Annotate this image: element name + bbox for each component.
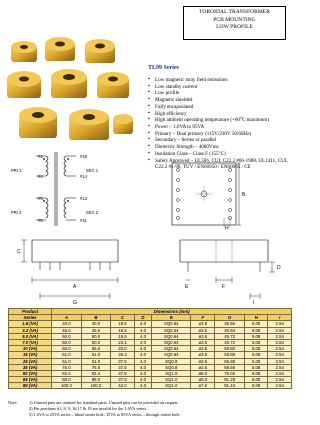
series-heading: TL99 Series	[148, 65, 179, 71]
table-cell: 2.54	[268, 364, 292, 370]
center-hole-section	[216, 240, 232, 262]
table-cell: 88.0	[52, 377, 82, 383]
wiring-schematic	[8, 150, 103, 230]
dimension-g-label: G	[73, 300, 77, 306]
series-cell: 5.0 (VA)	[9, 333, 52, 339]
toroid-unit	[45, 37, 75, 61]
table-cell: 5.08	[244, 327, 268, 333]
table-cell: SQ0.64	[152, 346, 191, 352]
table-cell: 5.08	[244, 321, 268, 327]
table-cell: SQ1.0	[152, 370, 191, 376]
table-cell: 50.0	[52, 339, 82, 345]
series-cell: 3.2 (VA)	[9, 327, 52, 333]
pin-label: #14	[80, 174, 87, 179]
table-cell: 2.54	[268, 370, 292, 376]
table-cell: 4.0	[134, 327, 152, 333]
column-header: C	[111, 315, 135, 321]
table-cell: ø3.5	[191, 321, 215, 327]
pin-leads-secondary	[66, 156, 76, 220]
table-cell: 2.54	[268, 327, 292, 333]
table-cell: SQ0.64	[152, 327, 191, 333]
series-cell: 1.6 (VA)	[9, 321, 52, 327]
feature-item: ▪ Low magnetic stray field emissions	[148, 77, 294, 84]
table-cell: 42.0	[111, 383, 135, 389]
table-cell: 61.0	[81, 352, 111, 358]
table-cell: 82.4	[81, 370, 111, 376]
dimension-g	[40, 293, 110, 299]
series-cell: 50 (VA)	[9, 370, 52, 376]
table-cell: 91.44	[215, 383, 245, 389]
table-cell: 50.0	[52, 333, 82, 339]
table-cell: 50.80	[215, 346, 245, 352]
table-cell: 100.0	[81, 383, 111, 389]
table-cell: ø6.0	[191, 377, 215, 383]
table-cell: SQ0.64	[152, 352, 191, 358]
table-cell: 4.0	[134, 333, 152, 339]
feature-item: ▪ Secondary – Series or parallel	[148, 137, 294, 144]
table-cell: 40.64	[215, 327, 245, 333]
table-cell: 4.0	[134, 339, 152, 345]
table-cell: 26.3	[111, 352, 135, 358]
table-cell: 88.0	[81, 377, 111, 383]
table-cell: 4.0	[134, 364, 152, 370]
dimension-a-label: A	[73, 284, 77, 290]
series-cell: 25 (VA)	[9, 358, 52, 364]
primary-1-label: PRI 1	[11, 168, 22, 173]
top-view-drawing	[124, 160, 284, 230]
title-box	[183, 6, 286, 40]
table-cell: 4.0	[134, 321, 152, 327]
body-outline	[32, 240, 118, 262]
notes	[8, 400, 294, 417]
feature-item: ▪ Low standby current	[148, 84, 294, 91]
table-cell: 5.08	[244, 352, 268, 358]
table-cell: 61.0	[52, 358, 82, 364]
table-cell: ø7.0	[191, 383, 215, 389]
side-view-drawing	[160, 232, 288, 307]
table-cell: 26.0	[111, 346, 135, 352]
table-cell: 56.0	[81, 346, 111, 352]
toroid-unit	[11, 41, 37, 62]
primary-winding-1	[46, 156, 48, 176]
table-cell: 37.5	[111, 370, 135, 376]
series-cell: 85 (VA)	[9, 383, 52, 389]
table-cell: ø3.5	[191, 364, 215, 370]
body-outline	[180, 240, 268, 262]
center-mark	[196, 186, 212, 202]
table-cell: 76.02	[215, 370, 245, 376]
table-cell: 45.72	[215, 339, 245, 345]
table-cell: ø6.0	[191, 370, 215, 376]
table-cell: ø3.5	[191, 333, 215, 339]
dimension-a	[32, 277, 118, 283]
table-cell: 2.54	[268, 383, 292, 389]
table-cell: 4.0	[134, 358, 152, 364]
table-cell: 4.0	[134, 383, 152, 389]
feature-list	[148, 77, 294, 171]
title-line-1: TOROIDAL TRANSFORMER	[199, 9, 270, 15]
series-cell: 10 (VA)	[9, 346, 52, 352]
table-cell: ø3.5	[191, 352, 215, 358]
toroid-unit	[51, 69, 87, 98]
table-cell: 18.5	[111, 321, 135, 327]
column-header: G	[215, 315, 245, 321]
table-cell: 2.54	[268, 358, 292, 364]
table-cell: ø3.5	[191, 358, 215, 364]
feature-item: ▪ Low profile	[148, 90, 294, 97]
table-cell: 40.0	[52, 321, 82, 327]
table-cell: 19.5	[111, 333, 135, 339]
column-header: E	[152, 315, 191, 321]
table-cell: 68.58	[215, 364, 245, 370]
pin-row-left	[177, 169, 180, 220]
table-cell: 82.4	[52, 370, 82, 376]
table-cell: 2.54	[268, 346, 292, 352]
product-photo	[7, 36, 135, 148]
feature-item: ▪ Safety Approved – UL506, CUL C22.2 #66-1988, UL1411, CUL C22.2 #1-98, TUV / EN60950 / EN60065 / CE	[148, 158, 294, 171]
table-cell: 4.0	[134, 352, 152, 358]
table-cell: 2.54	[268, 321, 292, 327]
table-cell: 4.0	[134, 377, 152, 383]
title-line-3: LOW PROFILE	[216, 24, 253, 31]
table-cell: 75.0	[81, 364, 111, 370]
dimension-e-label: E	[185, 284, 189, 290]
table-cell: 81.28	[215, 377, 245, 383]
toroid-unit	[113, 114, 133, 134]
series-cell: 15 (VA)	[9, 352, 52, 358]
dimensions-table	[8, 308, 292, 389]
series-cell: 35 (VA)	[9, 364, 52, 370]
table-cell: 5.08	[244, 346, 268, 352]
table-cell: 37.5	[111, 377, 135, 383]
table-cell: SQ0.8	[152, 364, 191, 370]
feature-item: ▪ Fully encapsulated	[148, 104, 294, 111]
table-cell: 19.5	[111, 327, 135, 333]
toroid-unit	[19, 107, 57, 138]
column-header: A	[52, 315, 82, 321]
column-header: H	[244, 315, 268, 321]
table-cell: SQ1.0	[152, 383, 191, 389]
table-cell: 2.54	[268, 377, 292, 383]
table-cell: 100.0	[52, 383, 82, 389]
toroid-unit	[69, 109, 109, 140]
table-cell: 45.0	[52, 327, 82, 333]
table-cell: 23.1	[111, 339, 135, 345]
column-header: B	[81, 315, 111, 321]
note-item: 2) Pin positions #1, 8, 9, 16,17 & 18 are invalid for the 1.6VA series.	[29, 405, 148, 411]
table-cell: 2.54	[268, 352, 292, 358]
feature-item: ▪ High ambient operating temperature (+60°C maximum)	[148, 117, 294, 124]
series-cell: 7.0 (VA)	[9, 339, 52, 345]
secondary-1-label: SEC 1	[86, 168, 99, 173]
table-cell: SQ0.64	[152, 339, 191, 345]
pin-label: #11	[80, 218, 87, 223]
pin-label: #4	[38, 174, 43, 179]
primary-2-label: PRI 2	[11, 210, 22, 215]
notes-label: Note:	[8, 400, 18, 405]
note-item: 3) 1.6VA to 25VA series – blind center hole; 35VA to 85VA series – through center hole.	[29, 411, 181, 417]
table-cell: 75.0	[52, 364, 82, 370]
table-cell: ø3.5	[191, 339, 215, 345]
table-cell: SQ0.64	[152, 333, 191, 339]
series-cell: 65 (VA)	[9, 377, 52, 383]
pin-label: #16	[80, 154, 87, 159]
pin-label: #8	[38, 218, 43, 223]
column-header: Series	[9, 315, 52, 321]
note-item: 1) Unused pins are omitted for standard parts. Unused pins can be provided on request.	[29, 400, 179, 405]
column-header: F	[191, 315, 215, 321]
title-line-2: PCB MOUNTING	[213, 16, 256, 23]
table-cell: ø3.5	[191, 327, 215, 333]
dimension-b	[237, 163, 241, 225]
table-cell: 4.0	[134, 370, 152, 376]
primary-winding-2	[46, 198, 48, 218]
transformer-core	[55, 152, 57, 226]
table-cell: 40.0	[81, 321, 111, 327]
table-cell: 5.08	[244, 370, 268, 376]
dimension-d-label: D	[277, 265, 281, 271]
dimensions-header: Dimensions (mm)	[52, 309, 292, 315]
table-row	[9, 383, 292, 389]
dimension-i	[250, 293, 260, 299]
table-cell: 5.08	[244, 333, 268, 339]
dimension-b-label: B	[242, 192, 246, 198]
feature-item: ▪ Power – 1.6VA to 85VA	[148, 124, 294, 131]
dimension-c-label: C	[17, 249, 21, 255]
table-cell: ø3.5	[191, 346, 215, 352]
table-cell: 55.88	[215, 358, 245, 364]
table-cell: 5.08	[244, 383, 268, 389]
secondary-2-label: SEC 2	[86, 210, 99, 215]
table-cell: 37.5	[111, 364, 135, 370]
table-cell: 5.08	[244, 358, 268, 364]
front-view-drawing	[10, 232, 140, 307]
secondary-winding-1	[64, 156, 66, 176]
table-body	[9, 321, 292, 389]
pins	[40, 262, 110, 270]
table-cell: 2.54	[268, 339, 292, 345]
toroid-unit	[85, 39, 115, 63]
pin-leads-primary	[36, 156, 46, 220]
feature-item: ▪ Dielectric Strength – 4000Vms	[148, 144, 294, 151]
table-cell: SQ1.0	[152, 377, 191, 383]
pin-label: #1	[38, 154, 43, 159]
pin-row-right	[229, 169, 232, 220]
dimension-c	[21, 240, 27, 262]
feature-item: ▪ High efficiency	[148, 111, 294, 118]
pin-label: #13	[80, 196, 87, 201]
table-cell: 2.54	[268, 333, 292, 339]
table-cell: 61.0	[81, 358, 111, 364]
secondary-winding-2	[64, 198, 66, 218]
table-cell: 55.88	[215, 352, 245, 358]
table-cell: 5.08	[244, 339, 268, 345]
table-cell: SQ0.8	[152, 358, 191, 364]
table-cell: 50.0	[81, 339, 111, 345]
table-cell: 35.56	[215, 321, 245, 327]
table-cell: 5.08	[244, 364, 268, 370]
dimension-i-label: I	[253, 300, 255, 306]
feature-item: ▪ Primary – Dual primary (115V/230V 50/60Hz)	[148, 131, 294, 138]
dimension-h-label: H	[225, 225, 229, 230]
feature-item: ▪ Insulation Class – Class F (155°C)	[148, 151, 294, 158]
table-cell: 56.0	[52, 346, 82, 352]
dimension-f-label: F	[222, 284, 226, 290]
table-cell: 5.08	[244, 377, 268, 383]
toroid-unit	[7, 71, 41, 98]
table-cell: SQ0.64	[152, 321, 191, 327]
toroid-unit	[97, 72, 129, 98]
column-header: D	[134, 315, 152, 321]
pins	[188, 262, 260, 272]
table-cell: 50.0	[81, 333, 111, 339]
column-header: I	[268, 315, 292, 321]
dimension-d	[269, 262, 275, 272]
table-cell: 4.0	[134, 346, 152, 352]
table-cell: 61.0	[52, 352, 82, 358]
pin-label: #5	[38, 196, 43, 201]
table-cell: 45.0	[81, 327, 111, 333]
dimension-f	[216, 277, 232, 283]
table-cell: 45.72	[215, 333, 245, 339]
product-header: Product	[9, 309, 52, 315]
feature-item: ▪ Magnetic shielded	[148, 97, 294, 104]
table-cell: 37.5	[111, 358, 135, 364]
